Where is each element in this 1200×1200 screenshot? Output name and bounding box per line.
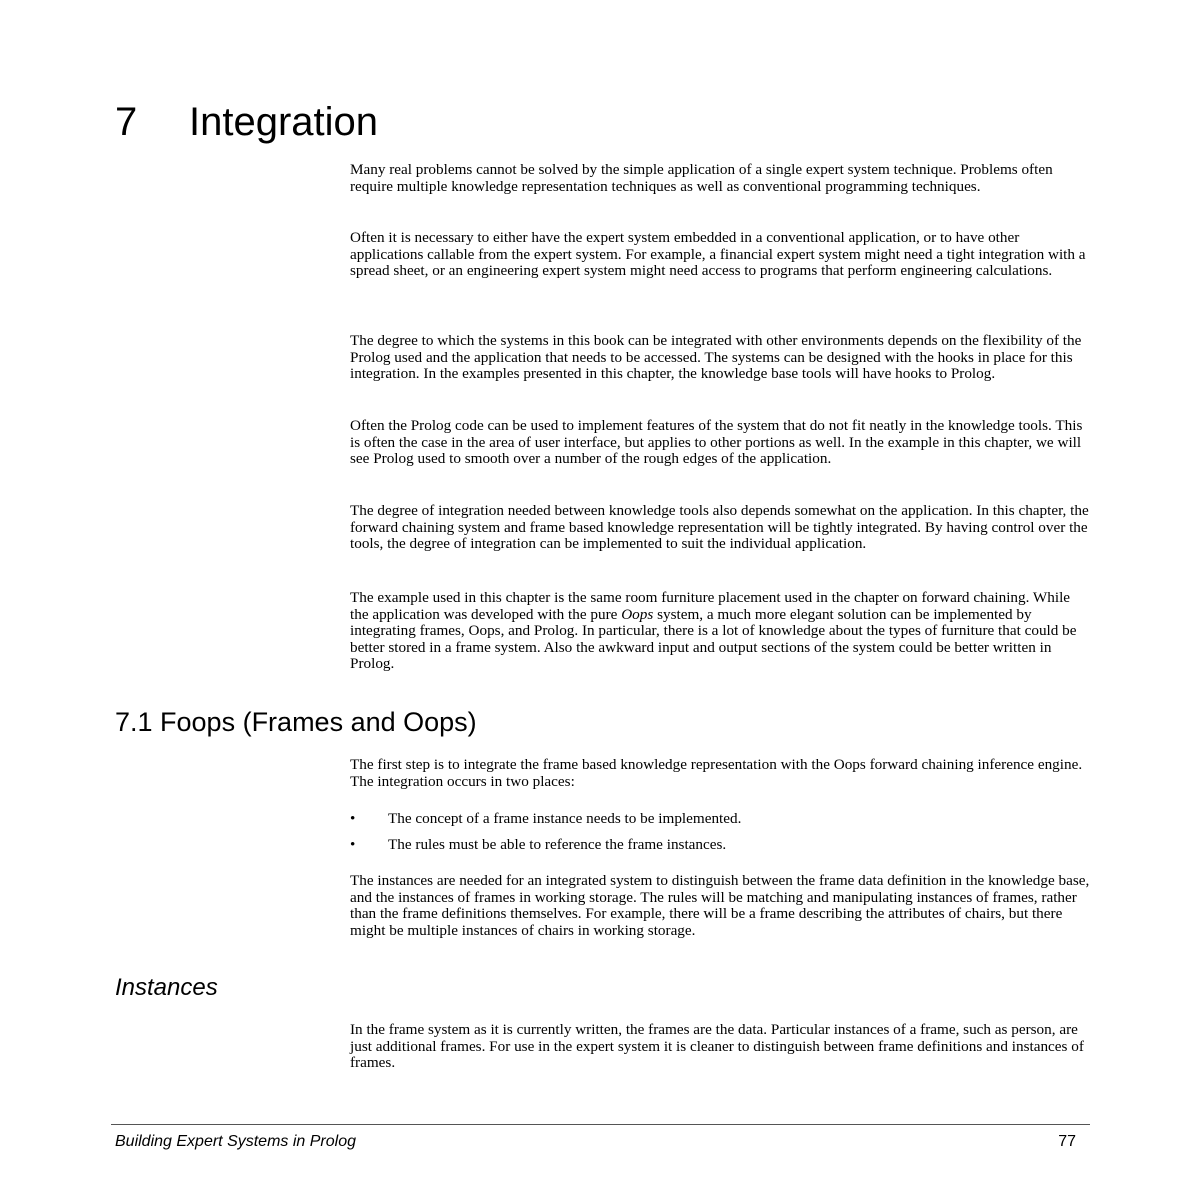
footer-book-title: Building Expert Systems in Prolog — [115, 1133, 356, 1150]
chapter-number: 7 — [115, 100, 138, 144]
footer-page-number: 77 — [1058, 1133, 1076, 1150]
chapter-paragraph-3: The degree to which the systems in this book can be integrated with other environments depends on the flexibility of the Prolog used and the application that needs to be accessed. The systems can be designed with the hooks in place for this integration. In the examples presented in this chapter, the knowledge base tools will have hooks to Prolog. — [350, 332, 1082, 382]
bullet-icon: • — [350, 836, 356, 853]
chapter-paragraph-6: The example used in this chapter is the same room furniture placement used in the chapter on forward chaining. While the application was developed with the pure Oops system, a much more elegant solution can be implemented by integrating frames, Oops, and Prolog. In particular, there is a lot of knowledge about the types of furniture that could be better stored in a frame system. Also the awkward input and output sections of the system could be better written in Prolog. — [350, 589, 1077, 672]
list-item: • The concept of a frame instance needs to be implemented. — [350, 810, 742, 827]
bullet-list — [350, 811, 1090, 863]
instances-paragraph: In the frame system as it is currently written, the frames are the data. Particular instances of a frame, such as person, are just additional frames. For use in the expert system it is cleaner to distinguish between frame definitions and instances of frames. — [350, 1021, 1084, 1071]
footer-divider — [111, 1124, 1090, 1125]
oops-emphasis: Oops — [621, 605, 654, 623]
instances-explanation-paragraph: The instances are needed for an integrated system to distinguish between the frame data definition in the knowledge base, and the instances of frames in working storage. The rules will be matching and manipulating instances of frames, rather than the frame definitions themselves. For example, there will be a frame describing the attributes of chairs, but there might be multiple instances of chairs in working storage. — [350, 872, 1090, 939]
section-intro-paragraph: The first step is to integrate the frame based knowledge representation with the Oops forward chaining inference engine. The integration occurs in two places: — [350, 756, 1083, 790]
chapter-title — [115, 98, 378, 146]
chapter-paragraph-5: The degree of integration needed between knowledge tools also depends somewhat on the application. In this chapter, the forward chaining system and frame based knowledge representation will be tightly integrated. By having control over the tools, the degree of integration can be implemented to suit the individual application. — [350, 502, 1089, 552]
subsection-heading-instances: Instances — [115, 974, 218, 1001]
chapter-paragraph-2: Often it is necessary to either have the expert system embedded in a conventional application, or to have other applications callable from the expert system. For example, a financial expert system might need a tight integration with a spread sheet, or an engineering expert system might need access to programs that perform engineering calculations. — [350, 229, 1086, 279]
bullet-icon: • — [350, 810, 356, 827]
chapter-title-text: Integration — [189, 100, 379, 144]
chapter-paragraph-1: Many real problems cannot be solved by the simple application of a single expert system technique. Problems often require multiple knowledge representation techniques as well as conventional programming techniques. — [350, 161, 1053, 195]
list-item: • The rules must be able to reference the frame instances. — [350, 836, 727, 853]
chapter-paragraph-4: Often the Prolog code can be used to implement features of the system that do not fit neatly in the knowledge tools. This is often the case in the area of user interface, but applies to other portions as well. In the example in this chapter, we will see Prolog used to smooth over a number of the rough edges of the application. — [350, 417, 1083, 467]
section-heading-foops: 7.1 Foops (Frames and Oops) — [115, 707, 477, 737]
